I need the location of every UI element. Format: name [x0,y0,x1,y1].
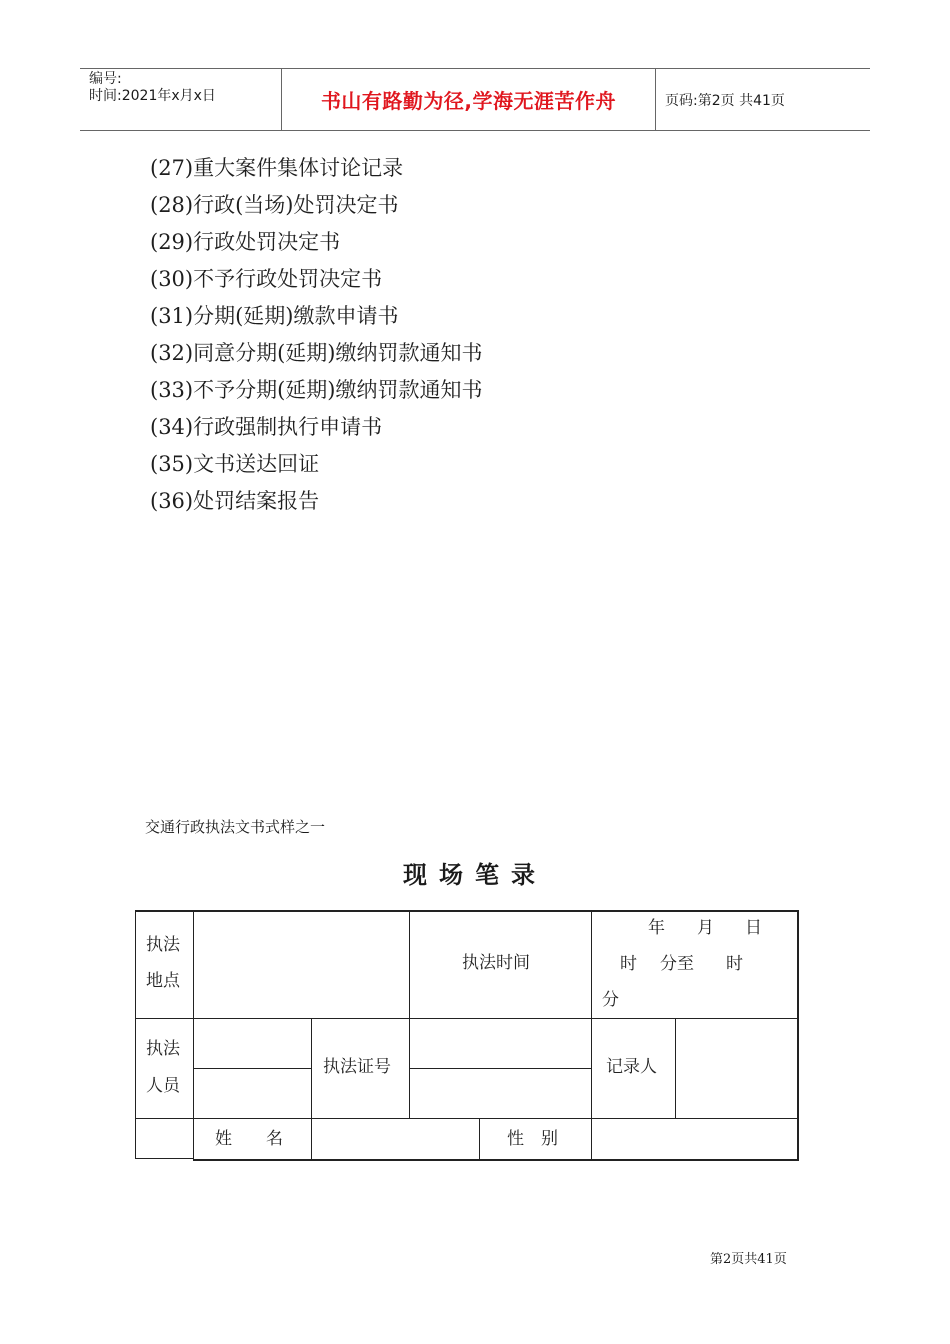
table-row-line [193,1068,311,1069]
serial-label: 编号: [89,71,122,87]
table-border-right [797,910,799,1161]
table-row-line [135,1158,193,1159]
list-item: (31)分期(延期)缴款申请书 [150,304,399,328]
table-col-line [409,910,410,1118]
list-item: (34)行政强制执行申请书 [150,415,383,439]
table-col-line [135,910,136,1159]
place-label: 执法 [146,935,180,955]
date-year-label: 年 [648,918,665,938]
list-item: (32)同意分期(延期)缴纳罚款通知书 [150,341,483,365]
table-col-line [193,910,194,1161]
time-min2-label: 分 [602,990,619,1010]
table-border-top [135,910,798,912]
table-col-line [591,910,592,1161]
list-item: (33)不予分期(延期)缴纳罚款通知书 [150,378,483,402]
date-month-label: 月 [697,918,714,938]
table-row-line [135,1018,798,1019]
gender-label: 性 别 [507,1129,558,1149]
time-hour-label: 时 [620,954,637,974]
staff-label: 执法 [146,1039,180,1059]
staff-label: 人员 [146,1076,180,1096]
table-border-bottom [193,1159,798,1161]
date-day-label: 日 [745,918,762,938]
form-title: 现场笔录 [403,861,547,889]
list-item: (30)不予行政处罚决定书 [150,267,383,291]
form-caption: 交通行政执法文书式样之一 [145,818,326,836]
place-label: 地点 [146,971,180,991]
header-page-info: 页码:第2页 共41页 [665,92,785,109]
time-label: 时间:2021年x月x日 [89,88,216,104]
recorder-label: 记录人 [606,1057,657,1077]
table-row-line [409,1068,591,1069]
table-col-line [479,1118,480,1161]
table-col-line [675,1018,676,1118]
list-item: (29)行政处罚决定书 [150,230,341,254]
table-row-line [135,1118,798,1119]
header-motto: 书山有路勤为径,学海无涯苦作舟 [320,89,617,113]
table-col-line [311,1018,312,1161]
list-item: (35)文书送达回证 [150,452,320,476]
list-item: (28)行政(当场)处罚决定书 [150,193,399,217]
page-footer: 第2页共41页 [710,1252,787,1267]
list-item: (36)处罚结案报告 [150,489,320,513]
name-label: 姓 名 [215,1129,283,1149]
cert-number-label: 执法证号 [323,1057,391,1077]
time-label: 执法时间 [462,953,530,973]
time-min-to-label: 分至 [660,954,694,974]
time-hour2-label: 时 [726,954,743,974]
list-item: (27)重大案件集体讨论记录 [150,156,404,180]
